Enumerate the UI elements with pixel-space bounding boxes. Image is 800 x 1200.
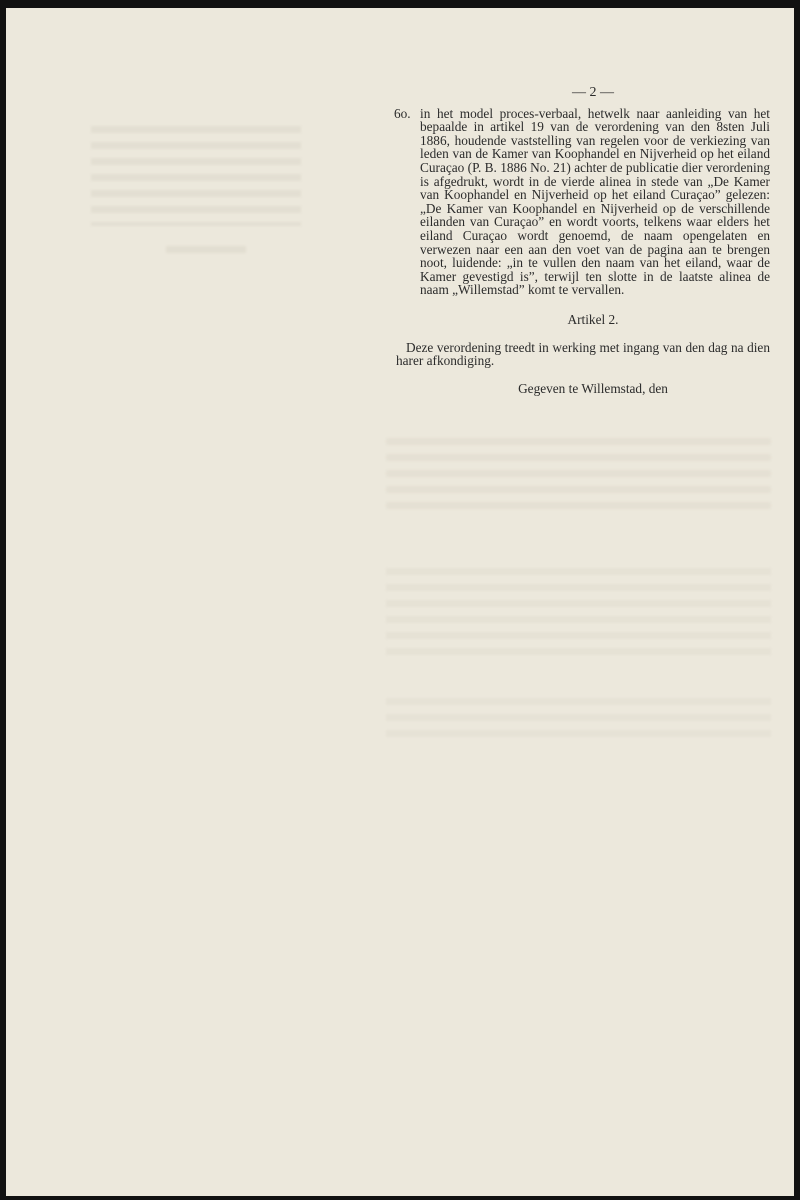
bleed-through-right-block-3	[386, 698, 771, 738]
page-number: — 2 —	[572, 85, 614, 100]
bleed-through-right-block-2	[386, 568, 771, 663]
article-heading: Artikel 2.	[567, 311, 619, 327]
document-content	[396, 86, 770, 395]
list-item-6	[396, 107, 770, 297]
document-page	[6, 8, 794, 1196]
list-item-number: 6o.	[394, 105, 411, 121]
article-text: Deze verordening treedt in werking met ingang van den dag na dien harer afkondiging.	[396, 339, 770, 369]
bleed-through-heading	[111, 98, 119, 127]
closing-line: Gegeven te Willemstad, den	[518, 380, 668, 396]
list-item-text: in het model proces-verbaal, hetwelk naar aanleiding van het bepaalde in artikel 19 van de verordening van den 8sten Juli 1886, houdende vaststelling van regelen voor de verkiezing van leden van de Kamer van Koophandel en Nijverheid op het eiland Curaçao (P. B. 1886 No. 21) achter de publicatie dier verordening is afgedrukt, wordt in de vierde alinea in stede van „De Kamer van Koophandel en Nijverheid op het eiland Curaçao” gelezen: „De Kamer van Koophandel en Nijverheid op de verschillende eilanden van Curaçao” en wordt voorts, telkens waar elders het eiland Curaçao wordt genoemd, de naam opengelaten en verwezen naar een aan den voet van de pagina aan te brengen noot, luidende: „in te vullen den naam van het eiland, waar de Kamer gevestigd is”, terwijl ten slotte in de laatste alinea de naam „Willemstad” komt te vervallen.	[420, 105, 770, 298]
bleed-through-left-mark	[166, 246, 246, 260]
bleed-through-right-block-1	[386, 438, 771, 513]
bleed-through-left-block	[91, 126, 301, 226]
